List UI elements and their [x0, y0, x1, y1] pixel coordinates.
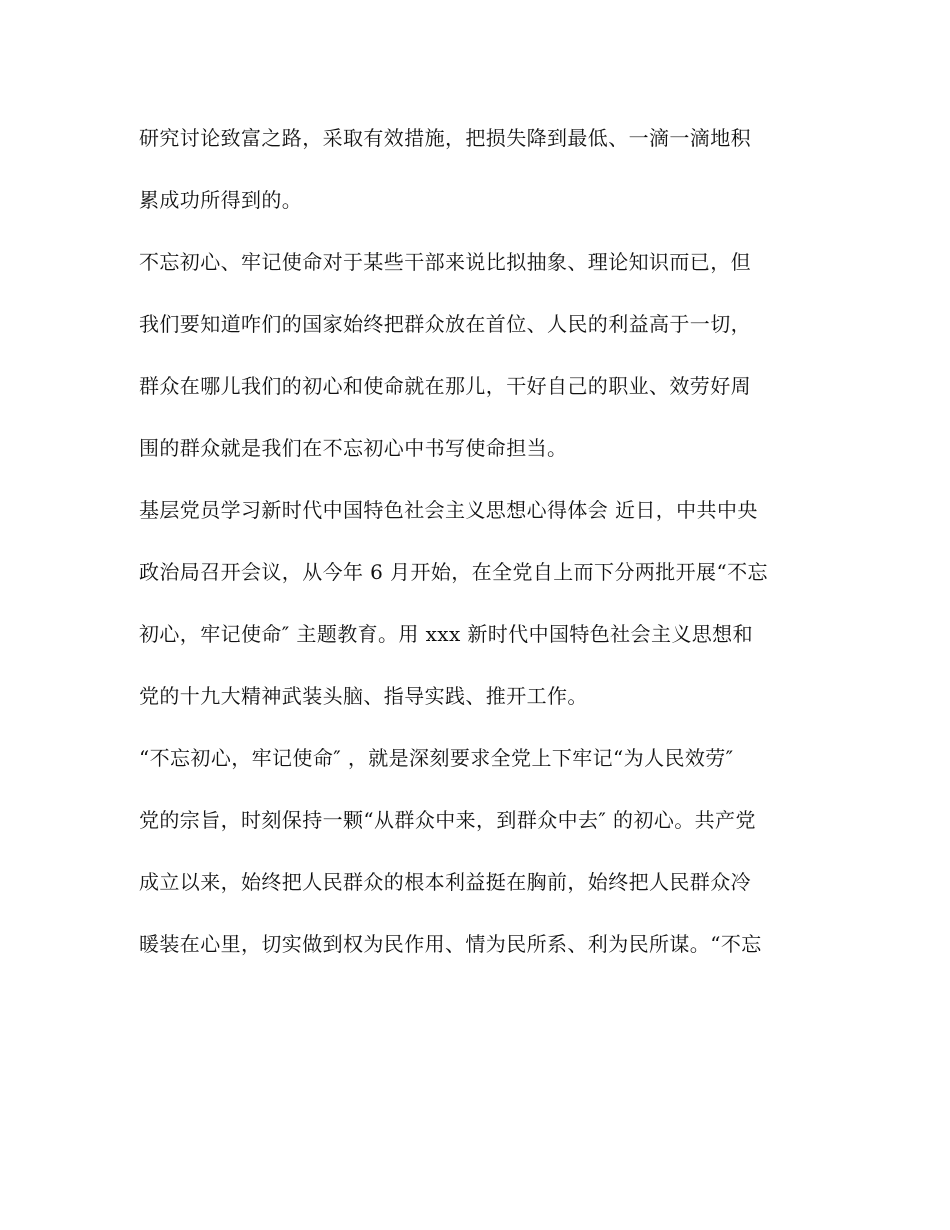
text-line: 成立以来，始终把人民群众的根本利益挺在胸前，始终把人民群众冷	[139, 870, 751, 894]
text-line: 初心，牢记使命″ 主题教育。用 xxx 新时代中国特色社会主义思想和	[139, 622, 753, 646]
text-line: 党的宗旨，时刻保持一颗“从群众中来，到群众中去″ 的初心。共产党	[139, 808, 756, 832]
text-line: 政治局召开会议，从今年 6 月开始，在全党自上而下分两批开展“不忘	[139, 560, 768, 584]
text-line: 暖装在心里，切实做到权为民作用、情为民所系、利为民所谋。“不忘	[139, 932, 762, 956]
text-line: “不忘初心，牢记使命″ ，就是深刻要求全党上下牢记“为人民效劳″	[139, 746, 734, 770]
text-line: 围的群众就是我们在不忘初心中书写使命担当。	[139, 436, 568, 460]
document-body	[139, 118, 819, 986]
text-line: 基层党员学习新时代中国特色社会主义思想心得体会 近日，中共中央	[139, 498, 758, 522]
text-line: 我们要知道咋们的国家始终把群众放在首位、人民的利益高于一切，	[139, 312, 751, 336]
text-line: 研究讨论致富之路，采取有效措施，把损失降到最低、一滴一滴地积	[139, 126, 751, 150]
text-line: 群众在哪儿我们的初心和使命就在那儿，干好自己的职业、效劳好周	[139, 374, 751, 398]
text-line: 不忘初心、牢记使命对于某些干部来说比拟抽象、理论知识而已，但	[139, 250, 751, 274]
text-line: 党的十九大精神武装头脑、指导实践、推开工作。	[139, 684, 588, 708]
text-line: 累成功所得到的。	[139, 188, 303, 212]
